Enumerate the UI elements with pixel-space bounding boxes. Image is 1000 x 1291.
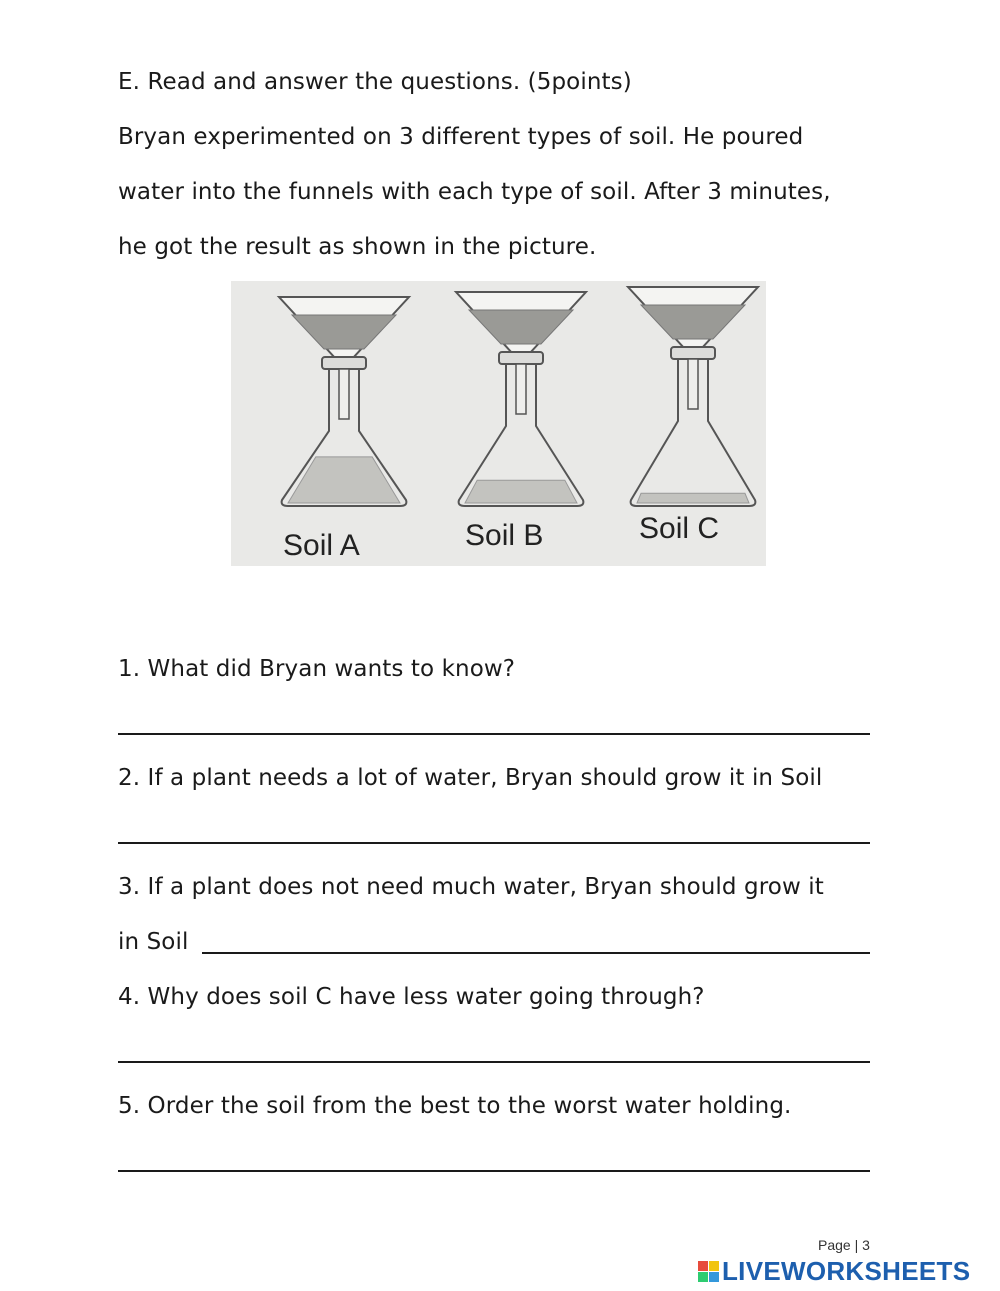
water-a	[288, 457, 400, 503]
question-5: 5. Order the soil from the best to the worst water holding.	[118, 1093, 792, 1119]
funnel-stem-c	[688, 359, 698, 409]
intro-line-1: Bryan experimented on 3 different types of soil. He poured	[118, 124, 804, 150]
funnel-soil-b	[469, 310, 573, 344]
stopper-a	[322, 357, 366, 369]
experiment-figure	[231, 281, 766, 566]
question-3-continued: in Soil	[118, 929, 189, 955]
question-3: 3. If a plant does not need much water, Bryan should grow it	[118, 874, 824, 900]
soil-a-label: Soil A	[283, 529, 360, 562]
answer-line-3[interactable]	[202, 952, 870, 954]
water-c	[637, 493, 749, 503]
answer-line-4[interactable]	[118, 1061, 870, 1063]
question-4: 4. Why does soil C have less water going through?	[118, 984, 705, 1010]
stopper-c	[671, 347, 715, 359]
funnel-stem-b	[516, 364, 526, 414]
question-2: 2. If a plant needs a lot of water, Bryan should grow it in Soil	[118, 765, 823, 791]
page-number: Page | 3	[818, 1237, 870, 1253]
soil-c-label: Soil C	[639, 512, 720, 545]
stopper-b	[499, 352, 543, 364]
funnel-soil-a	[292, 315, 396, 349]
question-1: 1. What did Bryan wants to know?	[118, 656, 516, 682]
liveworksheets-logo	[698, 1256, 970, 1286]
funnel-soil-c	[641, 305, 745, 339]
brand-name: LIVEWORKSHEETS	[722, 1255, 971, 1286]
intro-line-2: water into the funnels with each type of soil. After 3 minutes,	[118, 179, 831, 205]
answer-line-2[interactable]	[118, 842, 870, 844]
intro-line-3: he got the result as shown in the picture.	[118, 234, 597, 260]
answer-line-5[interactable]	[118, 1170, 870, 1172]
instructions: E. Read and answer the questions. (5points)	[118, 69, 632, 95]
water-b	[465, 480, 577, 503]
answer-line-1[interactable]	[118, 733, 870, 735]
soil-b-label: Soil B	[465, 519, 544, 552]
liveworksheets-icon	[698, 1261, 719, 1282]
funnel-stem-a	[339, 369, 349, 419]
